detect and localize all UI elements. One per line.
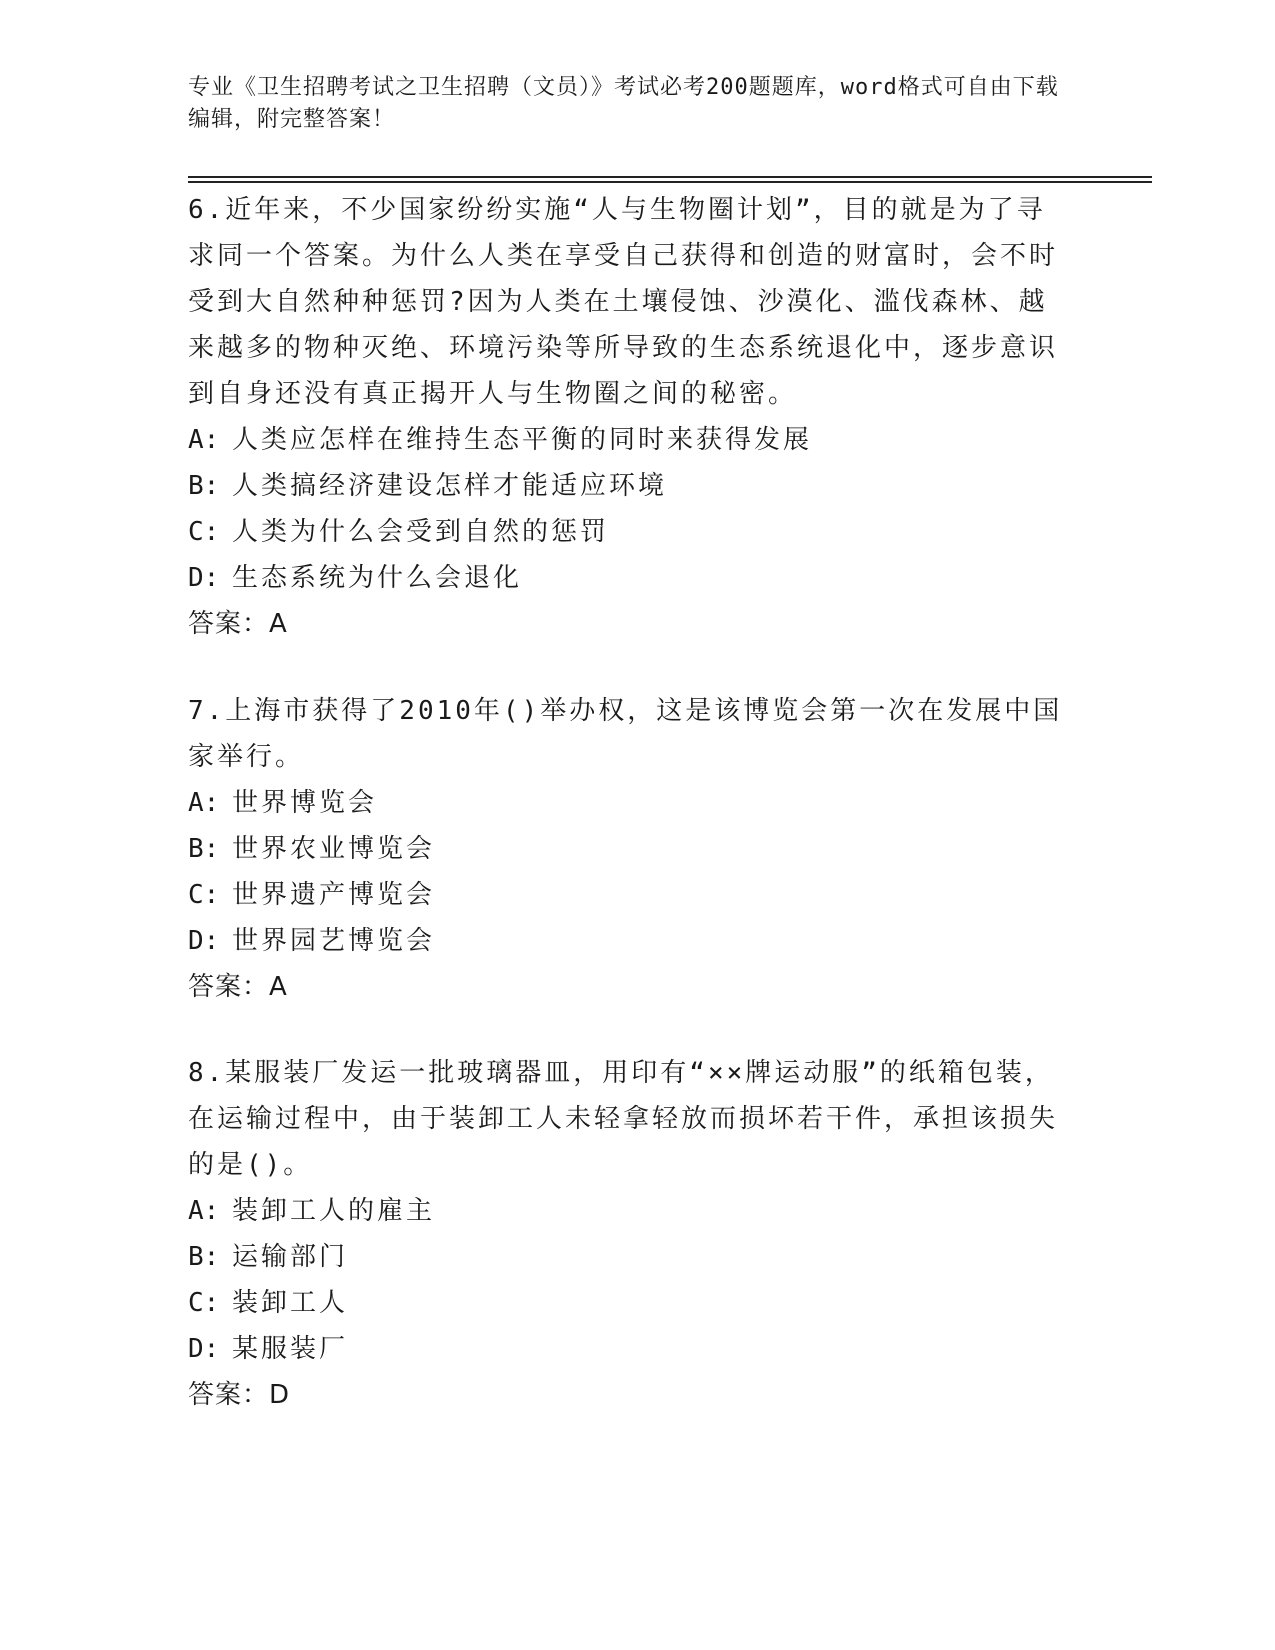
question-stem: 8.某服装厂发运一批玻璃器皿，用印有“××牌运动服”的纸箱包装，在运输过程中，由于装卸工人未轻拿轻放而损坏若干件，承担该损失的是()。	[188, 1058, 1059, 1180]
option-key: A:	[188, 788, 220, 818]
option-key: C:	[188, 880, 220, 910]
option-text: 人类为什么会受到自然的惩罚	[232, 517, 610, 547]
header-divider-top	[188, 176, 1152, 178]
option-b	[188, 1234, 1068, 1280]
option-c	[188, 872, 1068, 918]
option-text: 某服装厂	[232, 1334, 349, 1364]
option-key: D:	[188, 926, 220, 956]
option-text: 世界遗产博览会	[232, 880, 436, 910]
option-text: 装卸工人	[232, 1288, 349, 1318]
option-text: 世界博览会	[232, 788, 378, 818]
option-text: 人类应怎样在维持生态平衡的同时来获得发展	[232, 425, 813, 455]
header-divider-bottom	[188, 181, 1152, 183]
answer-line	[188, 601, 1068, 647]
option-key: D:	[188, 1334, 220, 1364]
option-c	[188, 509, 1068, 555]
option-key: C:	[188, 517, 220, 547]
answer-value: D	[269, 1380, 291, 1410]
option-text: 生态系统为什么会退化	[232, 563, 523, 593]
answer-label: 答案：	[188, 972, 270, 1002]
answer-value: A	[269, 972, 288, 1002]
option-key: B:	[188, 834, 220, 864]
option-a	[188, 780, 1068, 826]
option-key: C:	[188, 1288, 220, 1318]
option-d	[188, 555, 1068, 601]
question-7	[188, 688, 1068, 1010]
option-b	[188, 826, 1068, 872]
question-6	[188, 187, 1068, 647]
option-key: B:	[188, 471, 220, 501]
option-c	[188, 1280, 1068, 1326]
option-key: A:	[188, 1196, 220, 1226]
option-key: B:	[188, 1242, 220, 1272]
answer-line	[188, 1372, 1068, 1418]
question-8	[188, 1050, 1068, 1418]
answer-line	[188, 964, 1068, 1010]
option-d	[188, 1326, 1068, 1372]
option-key: D:	[188, 563, 220, 593]
question-stem: 7.上海市获得了2010年()举办权，这是该博览会第一次在发展中国家举行。	[188, 696, 1063, 772]
option-b	[188, 463, 1068, 509]
answer-label: 答案：	[188, 1380, 270, 1410]
option-text: 运输部门	[232, 1242, 349, 1272]
option-text: 人类搞经济建设怎样才能适应环境	[232, 471, 668, 501]
answer-label: 答案：	[188, 609, 270, 639]
option-text: 装卸工人的雇主	[232, 1196, 436, 1226]
option-text: 世界园艺博览会	[232, 926, 436, 956]
option-key: A:	[188, 425, 220, 455]
question-stem: 6.近年来，不少国家纷纷实施“人与生物圈计划”，目的就是为了寻求同一个答案。为什么人类在享受自己获得和创造的财富时，会不时受到大自然种种惩罚?因为人类在土壤侵蚀、沙漠化、滥伐森林、越来越多的物种灭绝、环境污染等所导致的生态系统退化中，逐步意识到自身还没有真正揭开人与生物圈之间的秘密。	[188, 195, 1059, 409]
answer-value: A	[269, 609, 288, 639]
option-d	[188, 918, 1068, 964]
option-a	[188, 1188, 1068, 1234]
option-text: 世界农业博览会	[232, 834, 436, 864]
option-a	[188, 417, 1068, 463]
document-header: 专业《卫生招聘考试之卫生招聘（文员）》考试必考200题题库，word格式可自由下载编辑，附完整答案！	[188, 75, 1059, 132]
